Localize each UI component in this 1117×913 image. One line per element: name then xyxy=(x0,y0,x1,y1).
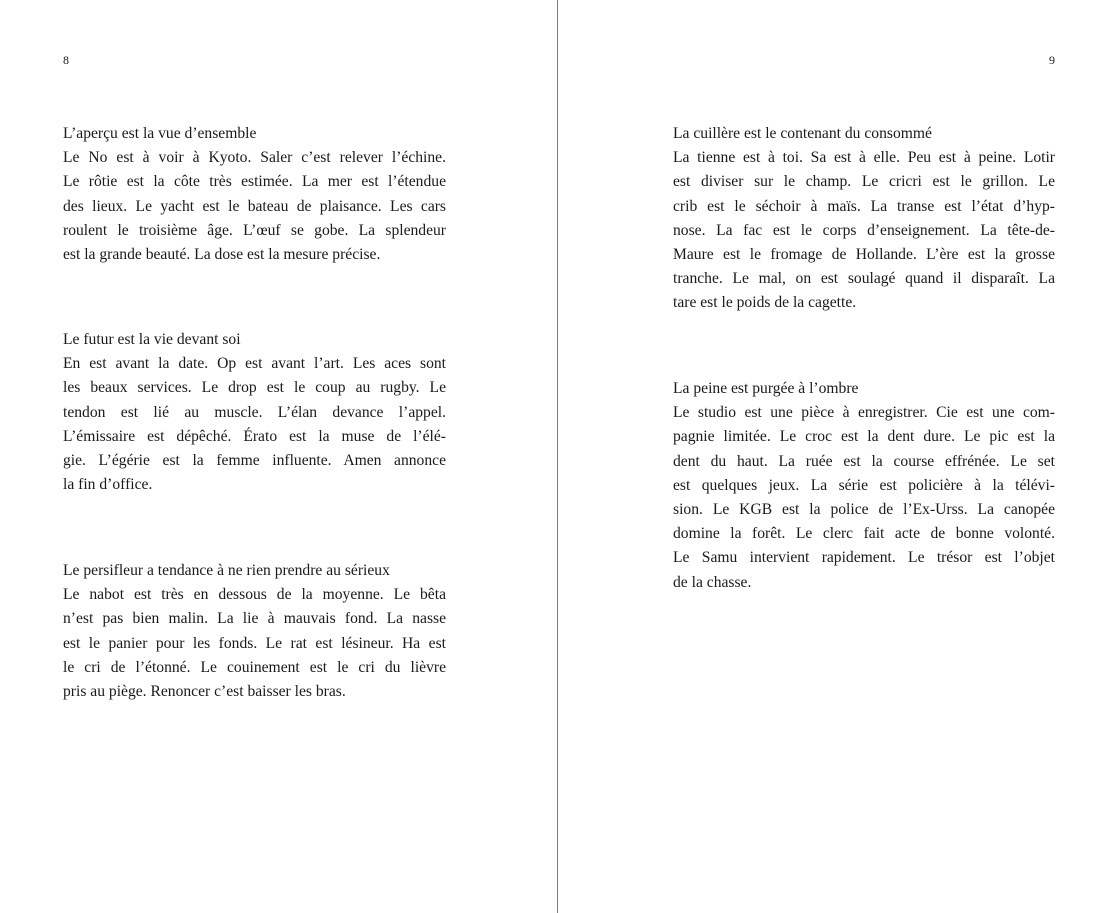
text-line: est le panier pour les fonds. Le rat est lésineur. Ha est xyxy=(63,634,446,652)
entry-title: La peine est purgée à l’ombre xyxy=(673,380,859,397)
text-line: pris au piège. Renoncer c’est baisser les bras. xyxy=(63,683,346,701)
text-line: Maure est le fromage de Hollande. L’ère est la grosse xyxy=(673,246,1055,264)
entry-block xyxy=(63,328,446,497)
text-line: sion. Le KGB est la police de l’Ex-Urss. La canopée xyxy=(673,501,1055,519)
text-line: L’émissaire est dépêché. Érato est la muse de l’élé- xyxy=(63,427,446,445)
text-line: Le studio est une pièce à enregistrer. Cie est une com- xyxy=(673,404,1055,422)
text-line: Le No est à voir à Kyoto. Saler c’est relever l’échine. xyxy=(63,149,446,167)
left-page xyxy=(0,0,557,913)
text-line: roulent le troisième âge. L’œuf se gobe. La splendeur xyxy=(63,221,446,239)
page-number-left: 8 xyxy=(63,53,69,67)
text-line: le cri de l’étonné. Le couinement est le cri du lièvre xyxy=(63,658,446,676)
entry-title: Le persifleur a tendance à ne rien prendre au sérieux xyxy=(63,562,390,579)
text-line: est quelques jeux. La série est policière à la télévi- xyxy=(673,476,1055,494)
entry-block xyxy=(63,559,446,704)
text-line: domine la forêt. Le clerc fait acte de bonne volonté. xyxy=(673,525,1055,543)
text-line: Le nabot est très en dessous de la moyenne. Le bêta xyxy=(63,586,446,604)
text-line: n’est pas bien malin. La lie à mauvais fond. La nasse xyxy=(63,610,446,628)
text-line: tranche. Le mal, on est soulagé quand il disparaît. La xyxy=(673,270,1055,288)
entry-block xyxy=(673,122,1055,316)
text-line: pagnie limitée. Le croc est la dent dure. Le pic est la xyxy=(673,428,1055,446)
text-line: La tienne est à toi. Sa est à elle. Peu est à peine. Lotir xyxy=(673,149,1055,167)
entry-title: Le futur est la vie devant soi xyxy=(63,331,241,348)
text-line: En est avant la date. Op est avant l’art. Les aces sont xyxy=(63,355,446,373)
text-line: de la chasse. xyxy=(673,573,752,591)
text-line: est la grande beauté. La dose est la mesure précise. xyxy=(63,246,381,264)
text-line: tare est le poids de la cagette. xyxy=(673,294,857,312)
text-line: Le Samu intervient rapidement. Le trésor est l’objet xyxy=(673,549,1055,567)
text-line: Le rôtie est la côte très estimée. La mer est l’étendue xyxy=(63,173,446,191)
text-line: est diviser sur le champ. Le cricri est le grillon. Le xyxy=(673,173,1055,191)
book-spine-divider xyxy=(557,0,558,913)
right-page xyxy=(559,0,1117,913)
text-line: la fin d’office. xyxy=(63,476,153,494)
text-line: gie. L’égérie est la femme influente. Amen annonce xyxy=(63,452,446,470)
text-line: crib est le séchoir à maïs. La transe est l’état d’hyp- xyxy=(673,197,1055,215)
page-number-right: 9 xyxy=(1049,53,1055,67)
text-line: nose. La fac est le corps d’enseignement. La tête-de- xyxy=(673,221,1055,239)
text-line: les beaux services. Le drop est le coup au rugby. Le xyxy=(63,379,446,397)
entry-block xyxy=(673,377,1055,595)
entry-block xyxy=(63,122,446,267)
entry-title: L’aperçu est la vue d’ensemble xyxy=(63,125,257,142)
text-line: tendon est lié au muscle. L’élan devance l’appel. xyxy=(63,403,446,421)
entry-title: La cuillère est le contenant du consommé xyxy=(673,125,932,142)
text-line: des lieux. Le yacht est le bateau de plaisance. Les cars xyxy=(63,197,446,215)
text-line: dent du haut. La ruée est la course effrénée. Le set xyxy=(673,452,1055,470)
